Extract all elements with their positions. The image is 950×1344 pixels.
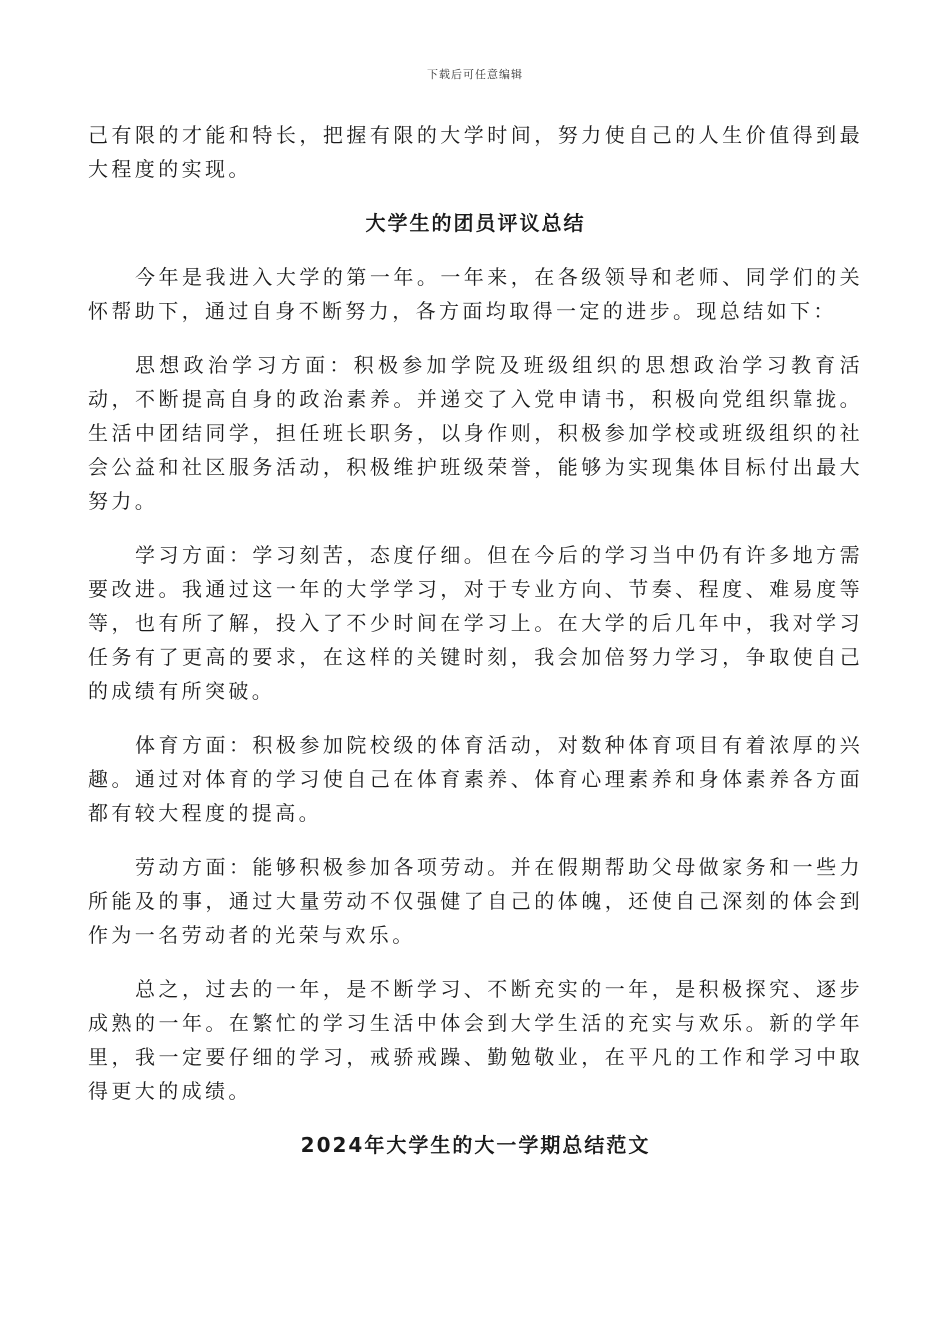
page-header-note: 下载后可任意编辑 (427, 68, 523, 81)
paragraph-political-study: 思想政治学习方面：积极参加学院及班级组织的思想政治学习教育活动，不断提高自身的政治素养。并递交了入党申请书，积极向党组织靠拢。生活中团结同学，担任班长职务，以身作则，积极参加学校或班级组织的社会公益和社区服务活动，积极维护班级荣誉，能够为实现集体目标付出最大努力。 (88, 353, 863, 513)
section-title-member-review: 大学生的团员评议总结 (365, 211, 586, 235)
section-title-semester-summary: 2024年大学生的大一学期总结范文 (300, 1133, 651, 1157)
paragraph-opening: 今年是我进入大学的第一年。一年来，在各级领导和老师、同学们的关怀帮助下，通过自身不断努力，各方面均取得一定的进步。现总结如下： (88, 265, 863, 323)
document-body (88, 118, 863, 1182)
paragraph-study: 学习方面：学习刻苦，态度仔细。但在今后的学习当中仍有许多地方需要改进。我通过这一年的大学学习，对于专业方向、节奏、程度、难易度等等，也有所了解，投入了不少时间在学习上。在大学的后几年中，我对学习任务有了更高的要求，在这样的关键时刻，我会加倍努力学习，争取使自己的成绩有所突破。 (88, 543, 863, 703)
paragraph-labor: 劳动方面：能够积极参加各项劳动。并在假期帮助父母做家务和一些力所能及的事，通过大量劳动不仅强健了自己的体魄，还使自己深刻的体会到作为一名劳动者的光荣与欢乐。 (88, 855, 863, 947)
paragraph-conclusion: 总之，过去的一年，是不断学习、不断充实的一年，是积极探究、逐步成熟的一年。在繁忙的学习生活中体会到大学生活的充实与欢乐。新的学年里，我一定要仔细的学习，戒骄戒躁、勤勉敬业，在平凡的工作和学习中取得更大的成绩。 (88, 977, 863, 1103)
intro-paragraph: 己有限的才能和特长，把握有限的大学时间，努力使自己的人生价值得到最大程度的实现。 (88, 123, 863, 181)
paragraph-sports: 体育方面：积极参加院校级的体育活动，对数种体育项目有着浓厚的兴趣。通过对体育的学习使自己在体育素养、体育心理素养和身体素养各方面都有较大程度的提高。 (88, 733, 863, 825)
